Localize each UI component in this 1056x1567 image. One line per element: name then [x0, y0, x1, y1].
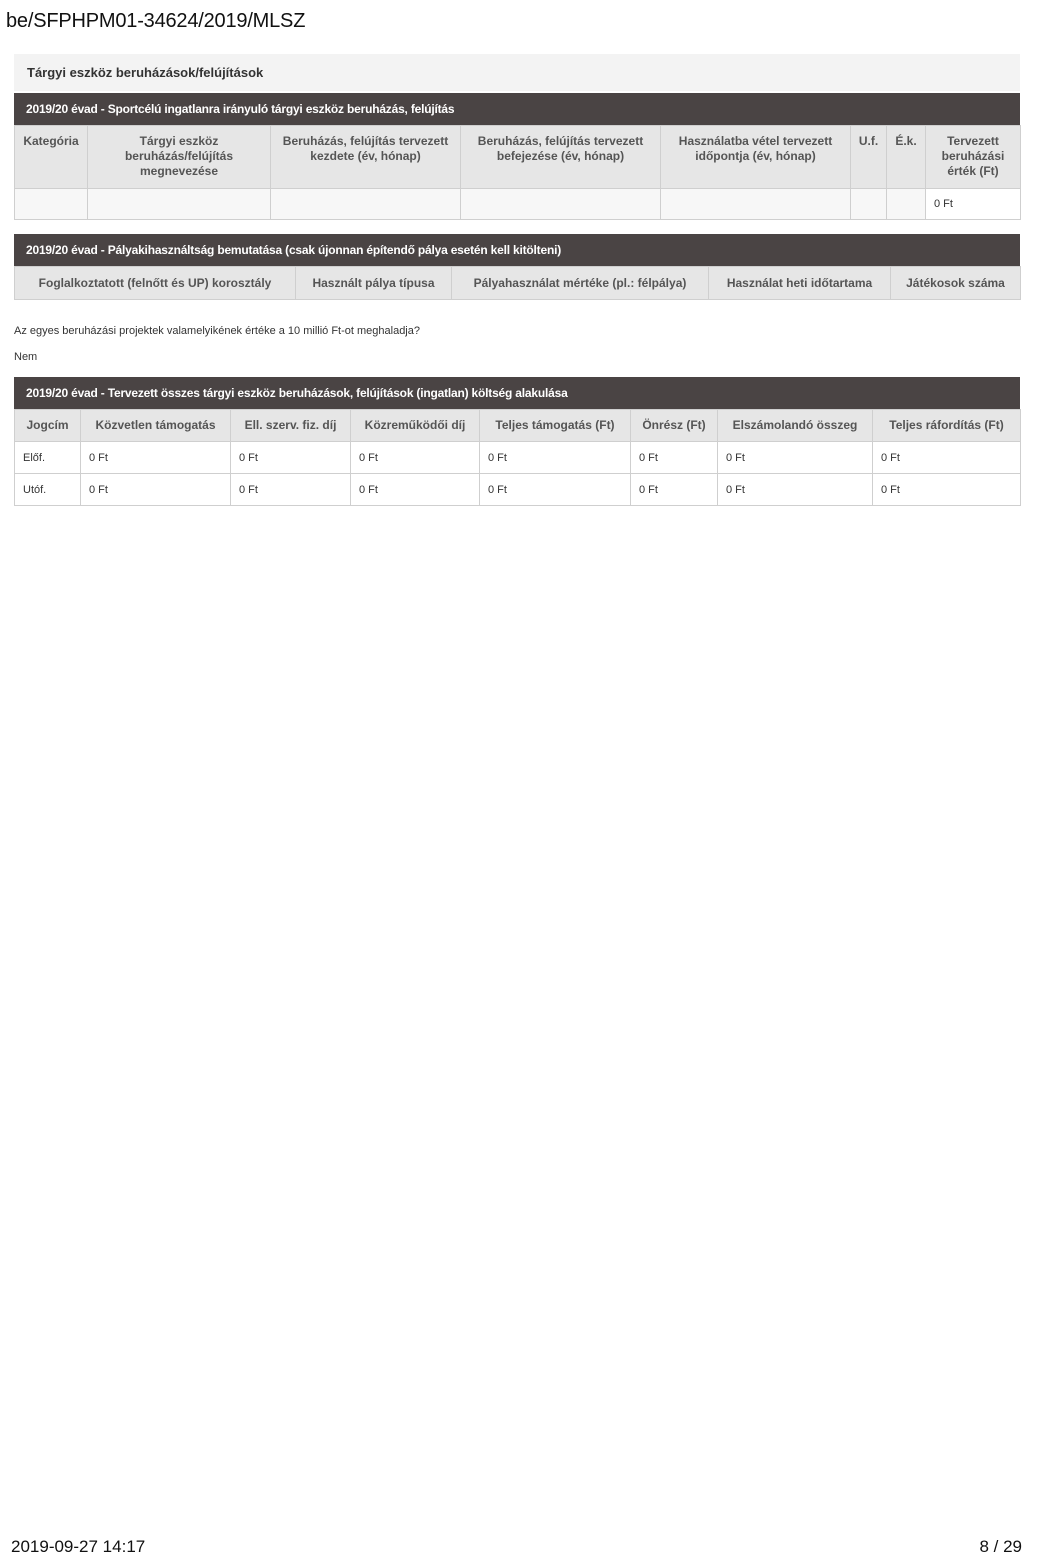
column-header: Ell. szerv. fiz. díj: [231, 410, 351, 442]
table-cell: 0 Ft: [718, 442, 873, 474]
main-content: [14, 54, 1020, 506]
cost-table: [14, 409, 1021, 506]
table-cell: [88, 189, 271, 220]
table-cell: 0 Ft: [480, 442, 631, 474]
table-cell: Utóf.: [15, 474, 81, 506]
column-header: Kategória: [15, 126, 88, 189]
table-header-row: [15, 126, 1021, 189]
column-header: Közreműködői díj: [351, 410, 480, 442]
table-cell: 0 Ft: [231, 442, 351, 474]
column-header: Játékosok száma: [891, 267, 1021, 300]
table-cell: 0 Ft: [81, 442, 231, 474]
table-cell: 0 Ft: [926, 189, 1021, 220]
table-cell: [461, 189, 661, 220]
investment-table-band: 2019/20 évad - Sportcélú ingatlanra irányuló tárgyi eszköz beruházás, felújítás: [14, 93, 1020, 125]
table-cell: 0 Ft: [873, 442, 1021, 474]
table-cell: [851, 189, 887, 220]
column-header: Használat heti időtartama: [709, 267, 891, 300]
column-header: Használatba vétel tervezett időpontja (év, hónap): [661, 126, 851, 189]
column-header: U.f.: [851, 126, 887, 189]
threshold-answer: Nem: [14, 351, 38, 363]
section-title: Tárgyi eszköz beruházások/felújítások: [14, 54, 1020, 91]
table-row: [15, 442, 1021, 474]
column-header: Tárgyi eszköz beruházás/felújítás megnevezése: [88, 126, 271, 189]
table-cell: [15, 189, 88, 220]
table-cell: [271, 189, 461, 220]
threshold-question: Az egyes beruházási projektek valamelyikének értéke a 10 millió Ft-ot meghaladja?: [14, 325, 420, 337]
column-header: Teljes támogatás (Ft): [480, 410, 631, 442]
column-header: Önrész (Ft): [631, 410, 718, 442]
document-id: be/SFPHPM01-34624/2019/MLSZ: [6, 10, 306, 32]
table-cell: [887, 189, 926, 220]
table-cell: 0 Ft: [873, 474, 1021, 506]
table-cell: [661, 189, 851, 220]
pitch-usage-table: [14, 266, 1021, 300]
table-row: [15, 189, 1021, 220]
column-header: Teljes ráfordítás (Ft): [873, 410, 1021, 442]
table-cell: 0 Ft: [81, 474, 231, 506]
table-header-row: [15, 267, 1021, 300]
column-header: Foglalkoztatott (felnőtt és UP) korosztály: [15, 267, 296, 300]
table-cell: 0 Ft: [631, 442, 718, 474]
column-header: Közvetlen támogatás: [81, 410, 231, 442]
cost-table-band: 2019/20 évad - Tervezett összes tárgyi eszköz beruházások, felújítások (ingatlan) költség alakulása: [14, 377, 1020, 409]
column-header: É.k.: [887, 126, 926, 189]
footer-page-number: 8 / 29: [979, 1537, 1022, 1556]
table-header-row: [15, 410, 1021, 442]
pitch-usage-band: 2019/20 évad - Pályakihasználtság bemutatása (csak újonnan építendő pálya esetén kell kitölteni): [14, 234, 1020, 266]
footer-datetime: 2019-09-27 14:17: [11, 1537, 146, 1556]
column-header: Beruházás, felújítás tervezett kezdete (év, hónap): [271, 126, 461, 189]
column-header: Tervezett beruházási érték (Ft): [926, 126, 1021, 189]
table-cell: 0 Ft: [480, 474, 631, 506]
table-cell: 0 Ft: [718, 474, 873, 506]
table-cell: Előf.: [15, 442, 81, 474]
column-header: Jogcím: [15, 410, 81, 442]
column-header: Elszámolandó összeg: [718, 410, 873, 442]
investment-table: [14, 125, 1021, 220]
table-row: [15, 474, 1021, 506]
column-header: Használt pálya típusa: [296, 267, 452, 300]
table-cell: 0 Ft: [351, 442, 480, 474]
table-cell: 0 Ft: [351, 474, 480, 506]
column-header: Pályahasználat mértéke (pl.: félpálya): [452, 267, 709, 300]
table-cell: 0 Ft: [631, 474, 718, 506]
column-header: Beruházás, felújítás tervezett befejezése (év, hónap): [461, 126, 661, 189]
table-cell: 0 Ft: [231, 474, 351, 506]
